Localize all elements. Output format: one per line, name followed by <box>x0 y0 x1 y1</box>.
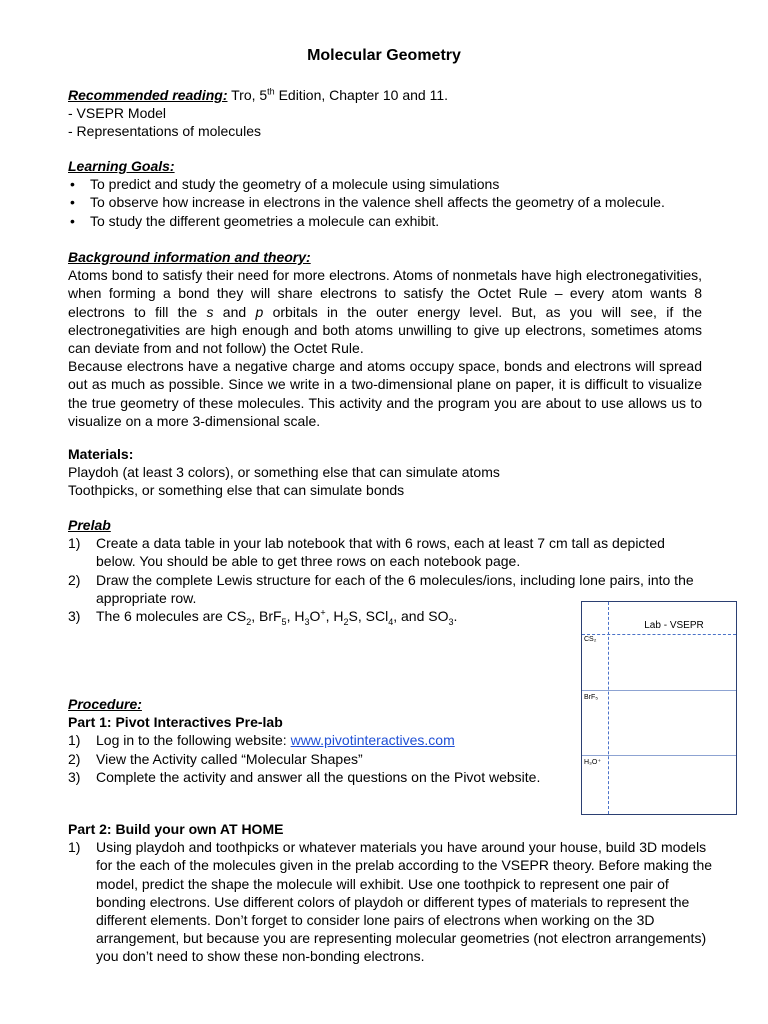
item-number: 1) <box>68 839 81 856</box>
procedure-heading: Procedure: <box>68 696 142 712</box>
item-text: , and SO <box>393 608 449 625</box>
background-section <box>68 248 702 430</box>
item-number: 1) <box>68 732 81 749</box>
goal-item: • To predict and study the geometry of a molecule using simulations <box>68 175 702 193</box>
item-text: Draw the complete Lewis structure for each of the 6 molecules/ions, including lone pairs, into the appropriate row. <box>96 571 694 606</box>
row-label: H₃O⁺ <box>584 759 602 766</box>
item-text: , H <box>286 608 305 625</box>
prelab-item <box>68 534 702 570</box>
subscript: 3 <box>304 616 310 627</box>
reading-item: - VSEPR Model <box>68 105 167 122</box>
goal-item: • To study the different geometries a molecule can exhibit. <box>68 212 702 230</box>
recommended-reading-section <box>68 86 702 141</box>
item-number: 1) <box>68 535 81 552</box>
part1-title: Part 1: Pivot Interactives Pre-lab <box>68 714 283 731</box>
materials-section <box>68 445 702 500</box>
subscript: 4 <box>388 616 394 627</box>
reading-text: Tro, 5 <box>227 87 268 103</box>
item-text: , BrF <box>251 608 282 625</box>
goals-heading: Learning Goals: <box>68 158 175 174</box>
item-text: S, SCl <box>348 608 389 625</box>
page-title: Molecular Geometry <box>307 47 461 64</box>
item-text: Using playdoh and toothpicks or whatever materials you have around your house, build 3D models for the each of the molecules given in the prelab according to the VSEPR theory. Before making the model, predict the shape the molecule will exhibit. Use one toothpick to represent one pair of bonding electrons. Use different colors of playdoh or different types of materials to represent the different elements. Don’t forget to consider lone pairs of electrons when working on the 3D arrangement, but because you are representing molecular geometries (not electron arrangements) you don’t need to show these non-bonding electrons. <box>96 839 713 965</box>
table-margin-line <box>608 602 609 814</box>
reading-item: - Representations of molecules <box>68 123 261 140</box>
part2-title: Part 2: Build your own AT HOME <box>68 821 284 837</box>
goal-item: • To observe how increase in electrons in the valence shell affects the geometry of a molecule. <box>68 193 702 211</box>
item-number: 3) <box>68 608 81 625</box>
text-run: orbitals in the outer energy level. But, as you will see, if the electronegativities are high enough and both atoms unwilling to give up electrons, sometimes atoms can deviate from and not follow) the Octet Rule. <box>68 303 702 357</box>
prelab-heading: Prelab <box>68 517 111 533</box>
item-text: . <box>453 608 458 625</box>
item-number: 2) <box>68 571 81 588</box>
item-text: O <box>309 608 321 625</box>
table-header-line <box>582 634 736 635</box>
materials-heading: Materials: <box>68 446 134 462</box>
text-run: s <box>206 303 214 320</box>
part1-item <box>68 731 578 749</box>
item-text: Complete the activity and answer all the questions on the Pivot website. <box>96 768 541 785</box>
item-text: Create a data table in your lab notebook that with 6 rows, each at least 7 cm tall as depicted below. You should be able to get three rows on each notebook page. <box>96 535 665 570</box>
subscript: 2 <box>343 616 349 627</box>
item-text: , H <box>325 608 344 625</box>
background-paragraph-1 <box>68 266 702 357</box>
procedure-section <box>68 695 578 786</box>
reading-sup: th <box>267 86 275 97</box>
material-item: Playdoh (at least 3 colors), or something else that can simulate atoms <box>68 464 500 481</box>
reading-text-end: Edition, Chapter 10 and 11. <box>274 87 448 103</box>
background-heading: Background information and theory: <box>68 249 311 265</box>
learning-goals-section <box>68 157 702 230</box>
item-number: 3) <box>68 768 81 785</box>
item-text: Log in to the following website: <box>96 732 291 749</box>
part2-section <box>68 820 718 966</box>
part1-item <box>68 750 578 768</box>
part2-item <box>68 838 718 965</box>
item-text: The 6 molecules are CS <box>96 608 247 625</box>
pivot-website-link[interactable]: www.pivotinteractives.com <box>290 732 455 749</box>
material-item: Toothpicks, or something else that can simulate bonds <box>68 482 405 499</box>
lab-table-title: Lab - VSEPR <box>644 620 704 631</box>
row-divider <box>582 755 736 756</box>
row-label: CS₂ <box>584 636 597 643</box>
text-run: Atoms bond to satisfy their need for more electrons. Atoms of nonmetals have high electronegativities, when forming a bond they will share electrons to satisfy the Octet Rule – every atom wants 8 electrons to fill the <box>68 267 702 320</box>
text-run: and <box>213 303 256 320</box>
part1-item <box>68 768 578 786</box>
superscript: + <box>320 607 326 618</box>
background-paragraph-2: Because electrons have a negative charge and atoms occupy space, bonds and electrons will spread out as much as possible. Since we write in a two-dimensional plane on paper, it is difficult to visualize the true geometry of these molecules. This activity and the program you are about to use allows us to visualize on a more 3-dimensional scale. <box>68 358 702 429</box>
reading-line <box>68 86 702 104</box>
item-text: View the Activity called “Molecular Shapes” <box>96 750 363 767</box>
subscript: 2 <box>246 616 252 627</box>
lab-table-illustration <box>581 601 737 815</box>
subscript: 3 <box>448 616 454 627</box>
subscript: 5 <box>281 616 287 627</box>
row-divider <box>582 690 736 691</box>
text-run: p <box>255 303 264 320</box>
reading-heading: Recommended reading: <box>68 87 228 103</box>
row-label: BrF₅ <box>584 694 599 701</box>
item-number: 2) <box>68 750 81 767</box>
